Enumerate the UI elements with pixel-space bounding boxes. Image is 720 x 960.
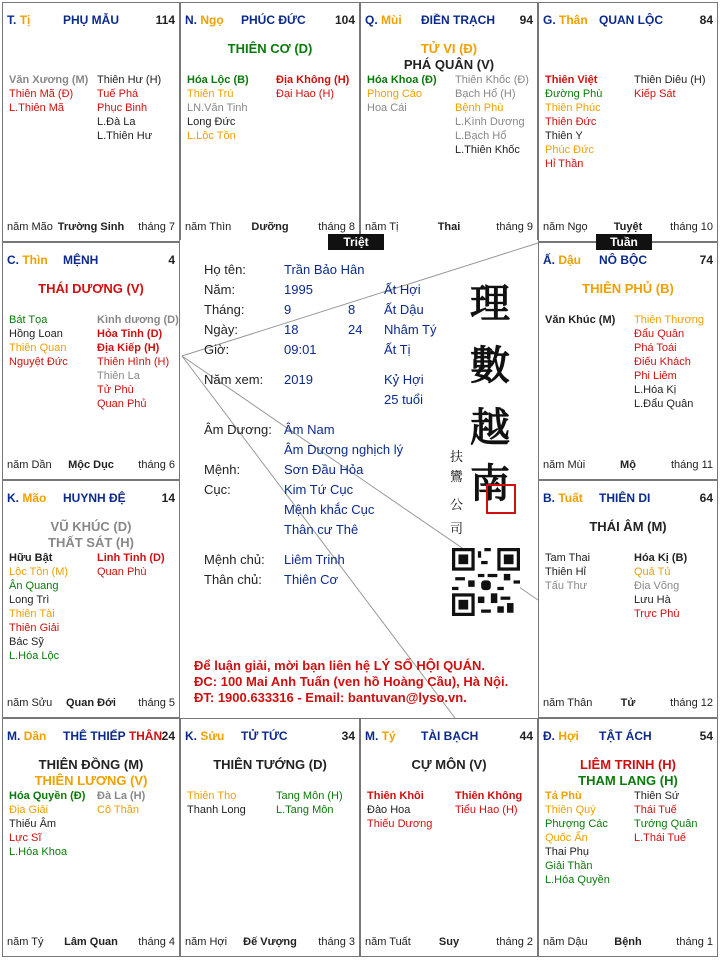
star-item: Thiên Tài: [9, 608, 55, 620]
palace-month: tháng 2: [496, 936, 533, 948]
star-item: Hỉ Thần: [545, 158, 584, 170]
palace-year: năm Hợi: [185, 936, 228, 948]
palace-year: năm Sửu: [7, 697, 53, 709]
star-item: Tử Phù: [97, 384, 134, 396]
star-item: Tấu Thư: [545, 580, 588, 592]
palace-number: 4: [168, 253, 175, 267]
star-item: Phục Binh: [97, 102, 148, 114]
palace-year: năm Thân: [543, 697, 593, 709]
palace-position: K. Mão: [7, 491, 47, 505]
star-item: Phi Liêm: [634, 370, 677, 382]
label-thang: Tháng:: [204, 302, 245, 317]
palace-month: tháng 3: [318, 936, 355, 948]
palace-year: năm Thìn: [185, 221, 232, 233]
star-item: Hóa Kị (B): [634, 552, 688, 564]
star-item: Tả Phù: [545, 790, 582, 802]
palace-year: năm Mão: [7, 221, 53, 233]
star-item: Lực Sĩ: [9, 832, 42, 844]
palace-name: PHÚC ĐỨC: [241, 13, 306, 27]
star-item: Thiên Trù: [187, 88, 234, 100]
value-ho-ten: Trần Bảo Hân: [284, 262, 365, 277]
palace-name: THÊ THIẾP THÂN: [63, 729, 163, 743]
palace-than-marker: THÂN: [128, 729, 163, 743]
value-gio: 09:01: [284, 342, 317, 357]
tuan-tag: Tuần: [596, 234, 652, 250]
palace-stage: Bệnh: [614, 936, 642, 948]
main-star: CỰ MÔN (V): [411, 757, 487, 772]
palace-year: năm Ngọ: [543, 221, 588, 233]
star-item: Thiên Thương: [634, 314, 705, 326]
star-item: Thiên Thọ: [187, 790, 237, 802]
star-item: Phúc Đức: [545, 144, 594, 156]
palace-branch: Dần: [23, 729, 47, 743]
star-item: Lộc Tồn (M): [9, 566, 69, 578]
palace-position: Q. Mùi: [365, 13, 402, 27]
palace-number: 34: [341, 729, 355, 743]
star-item: Tam Thai: [545, 552, 591, 564]
palace-stage: Trường Sinh: [57, 221, 125, 233]
palace-number: 14: [161, 491, 175, 505]
star-item: LN.Văn Tinh: [187, 102, 248, 114]
palace-branch: Ngọ: [200, 13, 224, 27]
palace-number: 114: [155, 13, 175, 27]
star-item: Tướng Quân: [634, 818, 698, 830]
star-item: Quan Phủ: [97, 398, 147, 410]
label-gio: Giờ:: [204, 342, 230, 357]
main-star: LIÊM TRINH (H): [579, 757, 677, 772]
palace-branch: Tuất: [558, 491, 583, 505]
star-item: Phá Toái: [634, 342, 677, 354]
star-item: Thiên Diêu (H): [634, 74, 706, 86]
palace-name: QUAN LỘC: [599, 13, 663, 27]
palace-position: C. Thìn: [7, 253, 48, 267]
star-item: Văn Khúc (M): [545, 314, 616, 326]
palace-stage: Mộc Dục: [68, 459, 114, 471]
star-item: Tiểu Hao (H): [455, 804, 518, 816]
palace-stage: Tuyệt: [613, 221, 643, 233]
star-item: Quốc Ấn: [545, 832, 588, 844]
star-item: L.Hóa Lộc: [9, 650, 60, 662]
value-menh: Sơn Đầu Hỏa: [284, 462, 364, 477]
star-item: Đào Hoa: [367, 804, 411, 816]
palace-position: K. Sửu: [185, 729, 225, 743]
palace-position: M. Tý: [365, 729, 396, 743]
triet-tag: Triệt: [328, 234, 384, 250]
palace-position: T. Tị: [7, 13, 31, 27]
main-star: THÁI ÂM (M): [589, 519, 667, 534]
star-item: Thiên Phúc: [545, 102, 601, 114]
palace-name: NÔ BỘC: [599, 253, 647, 267]
value-tuoi: 25 tuổi: [384, 392, 424, 407]
star-item: Thiếu Dương: [367, 818, 433, 830]
palace-year: năm Dậu: [543, 936, 588, 948]
palace-stage: Quan Đới: [66, 697, 116, 709]
star-item: Thiên Mã (Đ): [9, 88, 74, 100]
star-item: Điếu Khách: [634, 356, 691, 368]
star-item: Hóa Lộc (B): [187, 74, 249, 86]
palace-month: tháng 11: [670, 459, 713, 471]
palace-name: MỆNH: [63, 253, 99, 267]
palace-branch: Dậu: [558, 253, 582, 267]
star-item: Thiên La: [97, 370, 140, 382]
main-star: PHÁ QUÂN (V): [403, 57, 495, 72]
main-star: THIÊN ĐỒNG (M): [38, 757, 144, 772]
star-item: Lưu Hà: [634, 594, 671, 606]
label-than-chu: Thân chủ:: [204, 572, 262, 587]
star-item: Thiên Không: [455, 790, 523, 802]
star-item: Thiên Giải: [9, 622, 60, 634]
main-star: TỬ VI (Đ): [420, 41, 478, 56]
value-thang-can: Ất Dậu: [384, 302, 424, 317]
main-star: THIÊN CƠ (D): [227, 41, 313, 56]
value-thang-a: 9: [284, 302, 292, 317]
star-item: Thiên Việt: [545, 74, 598, 86]
star-item: Ân Quang: [9, 580, 59, 592]
main-star: THAM LANG (H): [578, 773, 678, 788]
palace-year: năm Dần: [7, 459, 52, 471]
palace-number: 104: [334, 13, 355, 27]
main-star: VŨ KHÚC (D): [50, 519, 132, 534]
label-nam-xem: Năm xem:: [204, 372, 264, 387]
palace-month: tháng 5: [138, 697, 175, 709]
star-item: Hoa Cái: [367, 102, 407, 114]
star-item: Thanh Long: [187, 804, 246, 816]
star-item: Hỏa Tinh (D): [97, 328, 163, 340]
star-item: Phong Cáo: [367, 88, 423, 100]
label-cuc: Cục:: [204, 482, 231, 497]
star-item: Long Trì: [9, 594, 50, 606]
value-ngay-b: 24: [348, 322, 363, 337]
palace-number: 94: [519, 13, 533, 27]
star-item: Đường Phù: [545, 88, 603, 100]
star-item: Kiếp Sát: [634, 88, 676, 100]
star-item: Thiên Y: [545, 130, 583, 142]
value-nam: 1995: [284, 282, 313, 297]
value-ngay-can: Nhâm Tý: [384, 322, 437, 337]
star-item: Thiếu Âm: [9, 818, 57, 830]
star-item: Bác Sỹ: [9, 636, 44, 648]
palace-position: G. Thân: [543, 13, 588, 27]
palace-name: TỬ TỨC: [241, 729, 288, 743]
palace-branch: Tý: [381, 729, 396, 743]
star-item: Long Đức: [187, 116, 236, 128]
palace-position: Đ. Hợi: [543, 729, 579, 743]
palace-month: tháng 9: [496, 221, 533, 233]
star-item: Phượng Các: [545, 818, 608, 830]
palace-stage: Tử: [620, 697, 636, 709]
palace-number: 64: [699, 491, 713, 505]
palace-name: TẬT ÁCH: [599, 729, 652, 743]
palace-number: 54: [699, 729, 713, 743]
palace-number: 74: [699, 253, 713, 267]
star-item: Trực Phù: [634, 608, 680, 620]
palace-number: 84: [699, 13, 713, 27]
value-am-duong-b: Âm Dương nghịch lý: [284, 442, 404, 457]
palace-name: HUYNH ĐỆ: [63, 491, 126, 505]
palace-stage: Mộ: [620, 459, 636, 471]
star-item: L.Thiên Khốc: [455, 144, 520, 156]
red-seal: [486, 484, 516, 514]
star-item: Địa Kiếp (H): [97, 342, 160, 354]
star-item: Thiên Quan: [9, 342, 67, 354]
palace-stage: Đế Vượng: [243, 936, 297, 948]
star-item: L.Thiên Hư: [97, 130, 153, 142]
value-nam-xem: 2019: [284, 372, 313, 387]
star-item: L.Đà La: [97, 116, 136, 128]
star-item: Hóa Quyền (Đ): [9, 790, 86, 802]
contact-line-3: ĐT: 1900.633316 - Email: bantuvan@lyso.vn.: [194, 690, 467, 705]
value-gio-can: Ất Tị: [384, 342, 411, 357]
palace-name: THIÊN DI: [599, 491, 651, 505]
label-menh: Mệnh:: [204, 462, 241, 477]
qr-code-icon[interactable]: [452, 548, 520, 616]
value-menh-chu: Liêm Trinh: [284, 552, 345, 567]
star-item: Địa Giải: [9, 804, 49, 816]
palace-name: TÀI BẠCH: [421, 729, 479, 743]
palace-branch: Mão: [22, 491, 47, 505]
star-item: L.Lộc Tồn: [187, 130, 236, 142]
star-item: Linh Tinh (D): [97, 552, 165, 564]
label-menh-chu: Mệnh chủ:: [204, 552, 265, 567]
palace-position: Ấ. Dậu: [543, 253, 582, 267]
star-item: Thiên Khôi: [367, 790, 424, 802]
value-nam-xem-can: Kỷ Hợi: [384, 372, 424, 387]
palace-position: M. Dần: [7, 729, 47, 743]
main-star: THÁI DƯƠNG (V): [38, 281, 144, 296]
palace-year: năm Tị: [365, 221, 399, 233]
palace-name: ĐIỀN TRẠCH: [421, 13, 495, 27]
star-item: L.Hóa Kị: [634, 384, 677, 396]
palace-month: tháng 10: [670, 221, 713, 233]
star-item: Đại Hao (H): [276, 88, 335, 100]
value-thang-b: 8: [348, 302, 356, 317]
contact-line-2: ĐC: 100 Mai Anh Tuấn (ven hồ Hoàng Cầu), Hà Nội.: [194, 674, 509, 689]
main-star: THIÊN PHỦ (B): [582, 281, 674, 296]
label-ngay: Ngày:: [204, 322, 238, 337]
palace-position: N. Ngọ: [185, 13, 224, 27]
value-than-chu: Thiên Cơ: [284, 572, 339, 587]
main-star: THIÊN TƯỚNG (D): [213, 757, 327, 772]
star-item: L.Kình Dương: [455, 116, 525, 128]
label-am-duong: Âm Dương:: [204, 422, 272, 437]
main-star: THẤT SÁT (H): [48, 535, 134, 550]
palace-branch: Tị: [19, 13, 31, 27]
value-am-duong-a: Âm Nam: [284, 422, 335, 437]
star-item: Thiên Khốc (Đ): [455, 74, 529, 86]
palace-stage: Thai: [437, 221, 461, 233]
star-item: L.Thiên Mã: [9, 102, 65, 114]
palace-branch: Mùi: [381, 13, 402, 27]
star-item: Nguyệt Đức: [9, 356, 68, 368]
star-item: Tang Môn (H): [276, 790, 343, 802]
star-item: Bạch Hổ (H): [455, 88, 516, 100]
star-item: Đà La (H): [97, 790, 146, 802]
palace-name: PHỤ MẪU: [63, 13, 119, 27]
star-item: Thiên Hư (H): [97, 74, 162, 86]
calligraphy-char-1: 理: [470, 280, 510, 327]
palace-branch: Sửu: [200, 729, 225, 743]
star-item: L.Bạch Hổ: [455, 130, 507, 142]
main-star: THIÊN LƯƠNG (V): [34, 773, 148, 788]
value-nam-can: Ất Hợi: [384, 282, 421, 297]
palace-stage: Suy: [438, 936, 460, 948]
star-item: Quan Phù: [97, 566, 147, 578]
contact-line-1: Để luận giải, mời bạn liên hệ LÝ SỐ HỘI QUÁN.: [194, 658, 485, 673]
star-item: Thiên Quý: [545, 804, 596, 816]
star-item: Địa Không (H): [276, 74, 350, 86]
star-item: Tuế Phá: [97, 88, 139, 100]
small-char-1: 扶: [450, 450, 464, 465]
star-item: L.Hóa Khoa: [9, 846, 68, 858]
palace-year: năm Tý: [7, 936, 44, 948]
star-item: Thai Phụ: [545, 846, 590, 858]
palace-month: tháng 8: [318, 221, 355, 233]
star-item: Đẩu Quân: [634, 328, 685, 340]
star-item: Hồng Loan: [9, 328, 63, 340]
palace-month: tháng 1: [676, 936, 713, 948]
palace-position: B. Tuất: [543, 491, 583, 505]
label-ho-ten: Họ tên:: [204, 262, 246, 277]
star-item: Văn Xương (M): [9, 74, 89, 86]
small-char-4: 司: [450, 522, 464, 537]
star-item: L.Thái Tuế: [634, 832, 686, 844]
star-item: Quả Tú: [634, 566, 671, 578]
star-item: Địa Võng: [634, 580, 680, 592]
palace-stage: Lâm Quan: [64, 936, 118, 948]
label-nam: Năm:: [204, 282, 236, 297]
palace-year: năm Mùi: [543, 459, 586, 471]
star-item: Thiên Sứ: [634, 790, 680, 802]
palace-month: tháng 12: [670, 697, 713, 709]
palace-branch: Thân: [559, 13, 588, 27]
small-char-3: 公: [450, 498, 464, 513]
palace-number: 44: [519, 729, 533, 743]
star-item: L.Tang Môn: [276, 804, 334, 816]
star-item: L.Đẩu Quân: [634, 398, 694, 410]
star-item: Bệnh Phù: [455, 102, 504, 114]
value-cuc-a: Kim Tứ Cục: [284, 482, 354, 497]
palace-month: tháng 7: [138, 221, 175, 233]
star-item: Thiên Đức: [545, 116, 597, 128]
palace-branch: Thìn: [22, 253, 48, 267]
calligraphy-char-3: 越: [470, 404, 510, 451]
palace-month: tháng 4: [138, 936, 175, 948]
palace-stage: Dưỡng: [251, 221, 289, 233]
palace-month: tháng 6: [138, 459, 175, 471]
calligraphy-char-4: 南: [470, 460, 510, 507]
star-item: Hữu Bật: [9, 552, 53, 564]
small-char-2: 鸞: [450, 470, 464, 485]
palace-number: 24: [161, 729, 175, 743]
star-item: Thiên Hỉ: [545, 566, 586, 578]
value-cuc-b: Mệnh khắc Cục: [284, 502, 375, 517]
star-item: Bát Tọa: [9, 314, 48, 326]
star-item: Giải Thần: [545, 860, 593, 872]
star-item: Kình dương (D): [97, 314, 179, 326]
palace-branch: Hợi: [558, 729, 579, 743]
star-item: Hóa Khoa (Đ): [367, 74, 437, 86]
star-item: Cô Thần: [97, 804, 139, 816]
star-item: Thiên Hình (H): [97, 356, 170, 368]
star-item: Thái Tuế: [634, 804, 677, 816]
palace-year: năm Tuất: [365, 936, 411, 948]
value-than-cu: Thân cư Thê: [284, 522, 359, 537]
value-ngay-a: 18: [284, 322, 299, 337]
star-item: L.Hóa Quyền: [545, 874, 610, 886]
calligraphy-char-2: 數: [470, 342, 510, 389]
